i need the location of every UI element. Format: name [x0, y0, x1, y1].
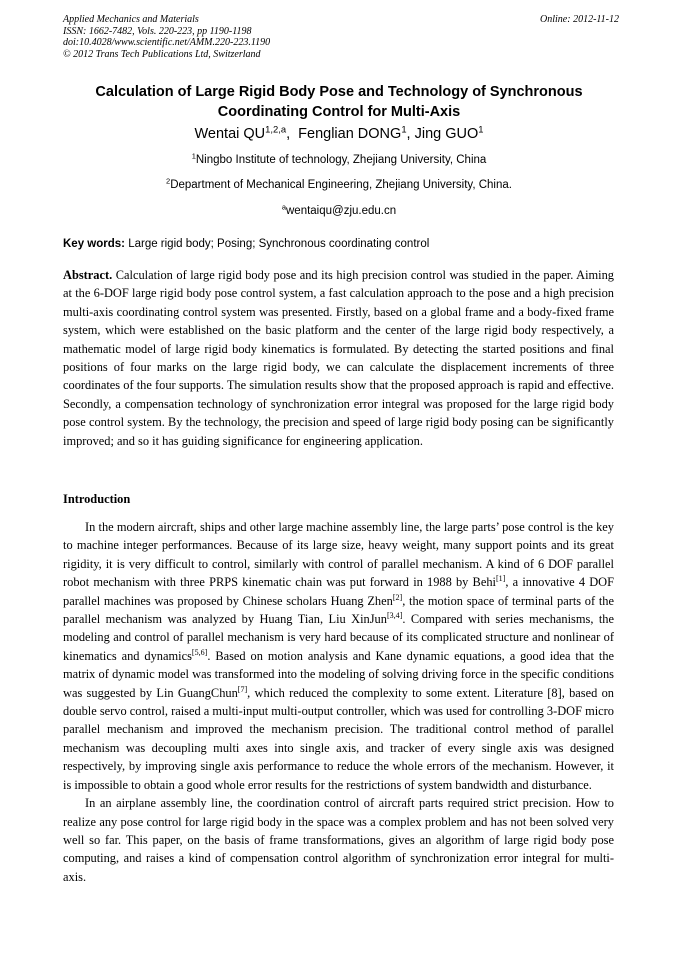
citation-ref: [2]	[392, 592, 403, 602]
author-superscript: 1	[478, 123, 484, 135]
keywords-label: Key words:	[63, 238, 125, 250]
abstract-text: Calculation of large rigid body pose and its high precision control was studied in the paper. Aiming at the 6-DOF large rigid body pose control system, a fast calculation approach to the pose and a high precision multi-axis coordinating control system was presented. Firstly, based on a global frame and a body-fixed frame system, which were established on the basic platform and the center of the large rigid body respectively, a mathematic model of large rigid body kinematics is formulated. By detecting the started positions and final positions of four marks on the large rigid body, we can calculate the displacement increments of three coordinates of the four supports. The simulation results show that the proposed approach is rapid and effective. Secondly, a compensation technology of synchronization error integral was proposed for the large rigid body pose control system. By the technology, the precision and speed of large rigid body posing can be significantly improved; and so it has guiding significance for engineering application.	[63, 268, 614, 448]
citation-ref: [3,4]	[386, 611, 403, 621]
intro-paragraph-2: In an airplane assembly line, the coordination control of aircraft parts required strict precision. How to realize any pose control for large rigid body in the space was a complex problem and has not been solved very well so far. This paper, on the basis of frame transformations, gives an algorithm of large rigid body pose computing, and raises a kind of compensation control algorithm of synchronization error integral for multi-axis.	[63, 796, 614, 884]
affiliation-1	[50, 153, 628, 167]
affiliation-2	[50, 178, 628, 192]
intro-text: , the motion space of terminal parts of the parallel mechanism was analyzed by Huang Tian, Liu XinJun	[63, 593, 614, 627]
journal-header	[63, 14, 619, 60]
journal-name: Applied Mechanics and Materials	[63, 14, 199, 25]
author-superscript: 1,2,a	[265, 123, 287, 135]
keywords-text: Large rigid body; Posing; Synchronous coordinating control	[125, 238, 430, 250]
intro-text: . Compared with series mechanisms, the modeling and control of parallel mechanism is very hard because of its complicated structure and nonlinear of kinematics and dynamics	[63, 612, 614, 663]
citation-ref: [5,6]	[191, 648, 208, 658]
copyright-line: © 2012 Trans Tech Publications Ltd, Switzerland	[63, 48, 261, 60]
author-name: Fenglian DONG	[298, 126, 402, 142]
author-separator: ,	[286, 126, 299, 142]
intro-text: , which reduced the complexity to some extent. Literature [8], based on double servo control, raised a multi-input multi-output controller, which was used for controlling 3-DOF micro parallel mechanism and improved the mechanism precision. The traditional control method of parallel mechanism was decoupling multi axes into single axis, and tracker of every single axis was designed respectively, by improving single axis performance to reduce the whole errors of the mechanism. However, it is impossible to obtain a good whole error results for the restrictions of system bandwidth and disturbance.	[63, 685, 614, 792]
intro-text: . Based on motion analysis and Kane dynamic equations, a good idea that the matrix of dynamic model was transformed into the modeling of solving driving force in the specific conditions was suggested by Lin GuangChun	[63, 648, 615, 700]
paper-title: Calculation of Large Rigid Body Pose and Technology of Synchronous Coordinating Control for Multi-Axis	[95, 84, 583, 120]
introduction-body	[63, 518, 614, 886]
affiliation-mark: 2	[166, 176, 171, 186]
abstract-label: Abstract.	[63, 268, 113, 282]
citation-ref: [7]	[237, 684, 248, 694]
intro-paragraph-1	[63, 518, 614, 794]
section-heading-introduction: Introduction	[63, 492, 131, 506]
author-name: Wentai QU	[194, 126, 266, 142]
affiliation-text: Department of Mechanical Engineering, Zhejiang University, China.	[170, 179, 512, 191]
email-mark: a	[281, 202, 286, 212]
author-separator: ,	[406, 126, 415, 142]
abstract	[63, 266, 614, 450]
author-superscript: 1	[401, 123, 407, 135]
author-name: Jing GUO	[414, 126, 479, 142]
affiliation-text: Ningbo Institute of technology, Zhejiang University, China	[195, 154, 487, 166]
intro-text: In the modern aircraft, ships and other large machine assembly line, the large parts’ pose control is the key to machine integer performances. Because of its large size, heavy weight, many support points and its great rigidity, it is very difficult to control, similarly with control of parallel mechanism. A kind of 6 DOF parallel robot mechanism with three PRPS kinematic chain was put forward in 1988 by Behi	[63, 520, 614, 590]
author-line	[50, 124, 628, 144]
email-text: wentaiqu@zju.edu.cn	[286, 205, 397, 217]
citation-ref: [1]	[495, 574, 506, 584]
issn-line: ISSN: 1662-7482, Vols. 220-223, pp 1190-1198	[63, 25, 252, 37]
author-email	[50, 204, 628, 218]
intro-text: , a innovative 4 DOF parallel machines was proposed by Chinese scholars Huang Zhen	[63, 575, 614, 608]
affiliation-mark: 1	[191, 151, 196, 161]
online-date: Online: 2012-11-12	[540, 14, 619, 25]
keywords	[63, 237, 619, 251]
doi-line: doi:10.4028/www.scientific.net/AMM.220-223.1190	[63, 37, 271, 48]
